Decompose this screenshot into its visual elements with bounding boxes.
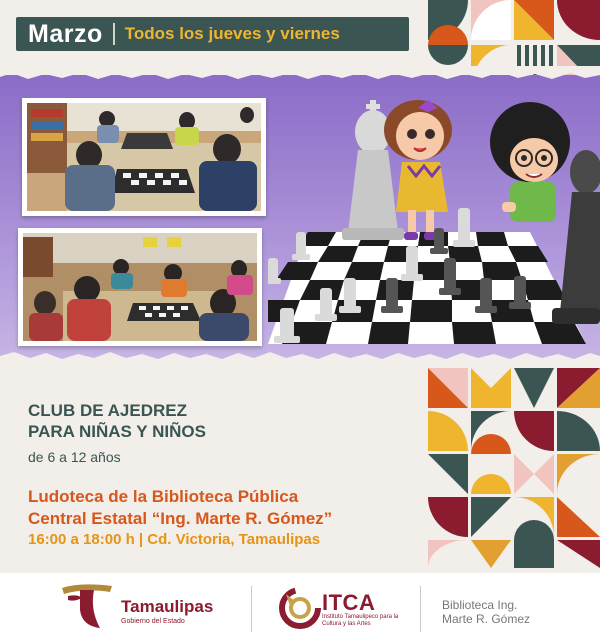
- footer-divider-2: [420, 586, 421, 632]
- torn-edge-bottom: [0, 346, 600, 370]
- chess-class-photo-1: [27, 103, 261, 211]
- chess-class-photo-2: [23, 233, 257, 341]
- venue-line-1: Ludoteca de la Biblioteca Pública: [28, 487, 299, 506]
- footer-divider-1: [251, 586, 252, 632]
- geometric-pattern-bottom: [428, 368, 600, 568]
- photo-kids-playing-chess-2: [18, 228, 262, 346]
- itca-logo-icon: [276, 584, 324, 632]
- photo-kids-playing-chess-1: [22, 98, 266, 216]
- cartoon-boy: [490, 102, 570, 222]
- club-title-line-1: CLUB DE AJEDREZ: [28, 401, 187, 420]
- tamaulipas-name: Tamaulipas: [121, 597, 214, 616]
- venue-name: [28, 486, 428, 530]
- date-banner: [16, 17, 409, 51]
- itca-subtitle: Instituto Tamaulipeco para la Cultura y las Artes: [322, 614, 399, 627]
- chess-illustration: [268, 82, 600, 350]
- days-subtitle: Todos los jueves y viernes: [124, 24, 340, 43]
- itca-name: ITCA: [322, 590, 376, 615]
- biblioteca-name: [442, 598, 530, 626]
- banner-divider: [113, 23, 115, 45]
- club-ages: de 6 a 12 años: [28, 449, 121, 465]
- biblioteca-line-2: Marte R. Gómez: [442, 612, 531, 626]
- club-title-line-2: PARA NIÑAS Y NIÑOS: [28, 422, 206, 441]
- venue-line-2: Central Estatal “Ing. Marte R. Gómez”: [28, 509, 333, 528]
- schedule-time-location: 16:00 a 18:00 h | Cd. Victoria, Tamaulipas: [28, 531, 321, 548]
- biblioteca-line-1: Biblioteca Ing.: [442, 598, 518, 612]
- month-title: Marzo: [28, 19, 103, 48]
- tamaulipas-subtitle: Gobierno del Estado: [121, 618, 185, 625]
- club-title: [28, 400, 388, 442]
- tamaulipas-logo-icon: [60, 580, 114, 632]
